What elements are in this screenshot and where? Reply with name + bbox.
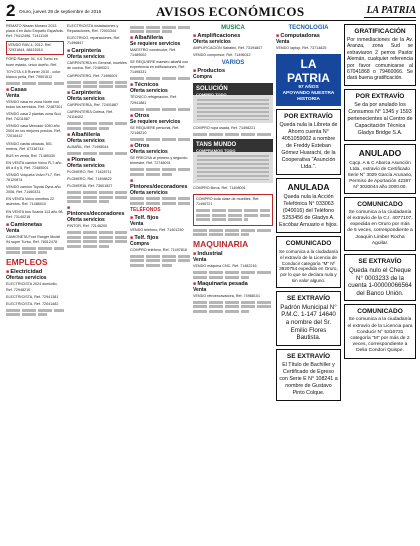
section-label: ■ Telf. fijos [130,214,159,221]
section-label: ■ Productos [193,68,226,75]
section-sub: Oferta servicios [67,54,105,61]
arrow-icon: ■ [67,157,72,164]
classified-ad: VENDO casa Mercado 1050 año 2004 en los mejores precios, Ref. 72016412 [6,124,61,139]
category-heading: TECNOLOGÍA [288,25,329,31]
notice-body: Cqcp. A & C Abarca Asunción Ltda., extravío de Certificado Serie N° 3029 García Arunario, Permiso de Aportación 42387 Nº 3020044 año 2000.00. [347,159,413,189]
classified-ad: PLOMERÍA, Ref. 73601827 [67,184,113,189]
column-6 [344,24,416,542]
classified-ad: COMPRO teléfono, Ref. 71497818 [130,247,187,252]
section-label: ■ Telf. fijos [130,234,159,241]
notice-body: Por inmediaciones de la Av. Aranza, zona Sud se extraviaron 2 perros Pastor Alemán, cualquier referencia por favor comunicarse al 67041868 o 79460066. Se dará buena gratificación. [347,37,413,82]
text-filler [130,197,190,200]
notice-title: ANULADA [287,182,330,193]
notice-title: SE EXTRAVÍO [286,294,331,302]
classified-ad: TOYOTA 4.5 Runner 2010 - color blanco perla, Ref. 79501512 [6,69,61,79]
text-filler [67,127,109,130]
section-sub: Oferta servicios [193,39,231,45]
section-label: ■ Carpintería [67,48,101,55]
classified-ad: ELECTRICISTA 2024 domicilio, Ref. 72948210 [6,282,58,292]
classified-ad: VENDO máquina CNC, Ref. 71482216 [193,264,257,269]
arrow-icon: ■ [67,90,72,97]
text-filler [67,245,109,248]
display-ad-title: TANS MUNDO [196,142,237,149]
classified-ad: VENDO casa 2 plantas zona Sud, Ref. 74211587 [6,112,62,122]
arrow-icon: ■ [67,131,72,138]
display-ad [193,83,273,123]
text-filler [130,259,190,262]
classified-ad: VENDO teléfono, Ref. 71401230 [130,227,184,232]
promo-line: HISTORIA [297,97,320,103]
text-filler [67,81,127,84]
section-sub: Oferta servicios [67,217,105,224]
classified-ad: VENDO Volqueta Volvo FL7, Ref. 76120874 [6,172,61,183]
classified-ad: ALBAÑIL, Ref. 71498044 [67,144,109,149]
arrow-icon: ■ [193,68,198,75]
arrow-icon: ■ [130,214,135,221]
notice-title: COMUNICADO [357,200,403,208]
arrow-icon: ■ [67,48,72,55]
notice-body: Queda nula la Libreta de Ahorro cuenta N° 4051059002 a nombre de Freddy Esteban Gómez Huarachi, de la Cooperativa "Asunción Ltda.". [279,122,338,171]
notice-title: SE EXTRAVÍO [286,352,331,360]
column-3 [130,24,190,542]
promo-line: 97 AÑOS [298,85,319,91]
text-filler [196,218,248,221]
classified-ad: REMATO Nissan Murano 2013 placa 4 en Auto Empaño Española. Ref. 79412496, 71411149 [6,24,64,39]
classified-ad: CARPINTERÍA en General, muebles de cocina, Ref. 72489321 [67,61,127,71]
promo-line: APOYANDO NUESTRA [282,91,335,97]
text-filler [193,271,273,274]
classified-ad-highlighted: VENDO RAV-4, 2012. Ref. 72931844, 68415010 [6,41,64,55]
page-header [6,3,416,21]
text-filler [130,173,172,176]
classified-ad: MAESTRO constructor, Ref. 71489002 [130,48,177,58]
classified-ad: VENDO camión Toyota Dyna año 2008, Ref. 71460331 [6,185,61,195]
classified-ad: COMPRO toda clase de muebles, Ref. 71496721 [196,197,260,207]
section-label: ■ Computadoras [276,33,320,39]
classified-ad: PINTOR, Ref. 72148200 [67,224,108,229]
text-filler [6,82,64,85]
notice-body: Se comunica a la ciudadanía el extravío de la Licencia de Conducir categoría "M" Nº 3920754 expedida en Oruro, por lo que se declara nula y sin valor alguno. [279,249,338,284]
text-filler [193,301,273,304]
text-filler [193,310,249,313]
text-filler [130,138,190,141]
classified-ad: EN VENTA bus Scania 113 año 98, Ref. 73140218 [6,209,64,219]
text-filler [67,122,127,125]
text-filler [6,309,64,312]
section-label: ■ Albañilería [67,131,101,138]
arrow-icon: ■ [130,82,135,89]
section-label: ■ Otros [130,112,150,119]
classified-ad: TÉCNICO refrigeración, Ref. 72941881 [130,95,177,105]
notice-body: Queda nulo el Cheque N° 0003233 de la cuenta 1-00000066564 del Banco Unión. [348,267,412,297]
text-filler [6,247,64,250]
notice-box [276,236,341,288]
page-number: 2 [6,1,16,20]
arrow-icon: ■ [130,142,135,149]
display-ad-title: SOLUCIÓN [196,86,228,93]
notice-body: Se comunica a la ciudadanía el extravío de la Licencia para Conducir N° 5316731 categoría "M" por más de 2 veces, correspondiente a Delia Condori Quispe. [347,317,413,354]
section-title: AVISOS ECONÓMICOS [156,4,305,19]
arrow-icon: ■ [276,33,281,39]
notice-title: COMUNICADO [357,308,403,316]
arrow-icon: ■ [130,35,135,41]
notice-box [344,89,416,141]
text-filler [130,77,190,80]
section-sub: Oferta servicios [67,137,105,144]
brand-underline [364,17,416,18]
notice-title: POR EXTRAVÍO [284,113,333,121]
arrow-icon: ■ [130,112,135,119]
section-label: ■ Industrial [193,251,223,258]
text-filler [193,276,249,279]
arrow-icon: ■ [193,280,198,287]
text-filler [130,26,190,29]
arrow-icon: ■ [6,86,11,93]
section-sub: Oferta servicios [130,189,168,196]
section-sub: Compra [130,240,149,247]
classified-ad: ELECTRICISTA, Ref. 72041482 [6,301,59,306]
category-heading: MAQUINARIA [193,239,249,250]
display-ad [193,139,273,183]
notice-title: POR EXTRAVÍO [355,92,405,100]
text-filler [67,200,109,203]
text-filler [67,240,127,243]
section-sub: Venta [6,227,20,234]
text-filler [130,264,172,267]
arrow-icon: ■ [130,234,135,241]
text-filler [193,305,273,308]
promo-banner [276,54,341,106]
notice-title: SE EXTRAVÍO [358,258,402,266]
boxed-ad [193,194,273,225]
notice-body: Se comunica a la ciudadanía el extravío de la C.I. 4077107, expedida en Oruro por más de 5 veces, correspondiente a Joaquín Limber Rocha Aguilar. [347,209,413,246]
notice-box [276,178,341,233]
classified-ad: PLOMERO, Ref. 71498822 [67,177,112,182]
section-label: ■ Otros [130,142,150,149]
category-heading: EMPLEOS [6,257,48,268]
section-sub: Venta [130,220,144,227]
section-sub: Ofertas servicios [6,275,47,282]
section-sub: Venta [193,257,207,264]
classified-ad: BUS en venta, Ref. 71489330 [6,153,55,158]
text-filler [67,191,127,194]
section-sub: Oferta servicios [130,148,168,155]
classified-ad: AMPLIFICACIÓN Sabatini, Ref. 73194847 [193,46,263,50]
section-label: ■ Amplificaciones [193,33,241,39]
notice-body: Queda nula la Acción Telefónica N° 033063 (040016) del Teléfono 5253456 de Gladys A. Escóbar Arnuario e hijos. [279,194,338,229]
text-filler [193,233,249,236]
arrow-icon: ■ [6,221,11,228]
notice-box [344,304,416,358]
classified-ad: SE PRECISA al primero y segundo trimestre, Ref. 72748091 [130,155,188,165]
classified-ad: EN VENTA camión Volvo FL7 año 89 a 8 y 5, Ref. 72485001 [6,160,62,170]
section-label: ■ Casas [6,86,27,93]
display-ad-sub: COMPRO TODO [196,92,227,98]
text-filler [67,236,127,239]
arrow-icon: ■ [193,33,198,39]
classified-ad: ELECTRICISTA instalaciones y Reparaciones, Ref. 72003344 [67,24,119,34]
section-sub: Compra [193,74,212,81]
text-filler [193,133,273,136]
section-label: ■ Pintores/decoradores [130,177,188,190]
notice-title: COMUNICADO [285,240,332,248]
classified-ad: ELECTRICISTA, Ref. 72941381 [6,294,59,299]
notice-box [276,291,341,346]
notice-box [344,254,416,301]
classified-ad: VENDO casita ubicada, 501 metros, Ref. 67318744 [6,141,52,151]
classified-ad: FORD Ranger 94, V-6 Turbo en buen estado, único dueño, Ref. [6,57,58,67]
text-filler [67,85,127,88]
text-filler [196,209,270,212]
section-label: ■ Carpintería [67,90,101,97]
category-heading: VARIOS [221,60,245,67]
section-sub: Oferta servicios [130,88,168,95]
text-filler [130,30,172,33]
dateline: Oruro, jueves 29 de septiembre de 2016 [19,9,102,14]
section-label: ■ Plomería [67,157,96,164]
notice-box [276,109,341,175]
notice-body: Padrón Municipal N° P.M.C. 1-147 14640 a nombre del Sr. Emilio Flores Bautista. [280,303,337,342]
classified-ad: COMPRO ropa usada, Ref. 71498221 [193,126,256,131]
arrow-icon: ■ [193,251,198,258]
notice-body: Se da por anulado los Consumos N° 1345 y 1593 pertenecientes al Centro de Capacitación Técnica Gladys Bridge S.A. [347,101,413,136]
section-label: ■ Camionetas [6,221,43,228]
notice-box [344,144,416,194]
section-label: ■ Maquinaria pesada [193,280,248,287]
section-sub: Oferta servicios [67,96,105,103]
notice-title: ANULADO [358,147,402,158]
text-filler [130,202,190,205]
text-filler [67,196,127,199]
text-filler [130,255,190,258]
column-1 [6,24,64,542]
classified-ad: VENDO laptop, Ref. 73714825 [276,46,327,50]
column-2 [67,24,127,542]
section-sub: Oferta servicios [67,163,105,170]
notice-box [276,349,341,401]
text-filler [6,251,47,254]
section-label: ■ Albañilería [130,35,164,41]
text-filler [67,231,127,234]
notice-box [344,24,416,86]
arrow-icon: ■ [67,205,71,212]
column-4 [193,24,273,542]
classified-ad: PLOMERO, Ref. 71428711 [67,170,112,175]
classified-ad: SE REQUIERE personal, Ref. 72148210 [130,125,180,135]
classified-ad: VENDO compresor, Ref. 71496012 [193,53,251,58]
classified-ad: EN VENTA Volvo ómnibus 22 asientos, Ref. 71486010 [6,197,55,207]
section-label: ■ Pintores/decoradores [67,205,125,218]
text-filler [130,108,190,111]
section-sub: Venta [276,39,290,45]
section-sub: Se requiere servicios [130,41,181,47]
section-sub: Venta [6,92,20,99]
text-filler [6,313,47,316]
classified-ad: SE REQUIERE maestro albañil con experiencia en edificaciones, Ref. 71498331 [130,60,189,75]
text-filler [193,229,273,232]
text-filler [130,168,190,171]
promo-title: LA PATRIA [287,57,330,86]
section-sub: Venta [193,286,207,293]
category-heading: MÚSICA [221,25,245,31]
classified-ad: CARPINTERÍA, Ref. 72401887 [67,103,119,108]
category-heading: TELÉFONOS [130,206,161,213]
section-label: ■ Técnicos [130,82,159,89]
arrow-icon: ■ [130,177,134,184]
newspaper-brand: LA PATRIA [366,5,416,16]
classified-ad: ELECTRICO, reparaciones, Ref. 71496847 [67,36,121,46]
text-filler [67,152,127,155]
arrow-icon: ■ [6,269,11,276]
classified-ad: CARPINTERO, Ref. 71496001 [67,73,118,78]
notice-body: El Título de Bachiller y Certificado de Egreso con Serie E N° 108241 a nombre de Gustavo Pinto Colque. [279,361,338,396]
classified-ad: CAMIONETA Ford Ranger Model 94 super Turbo, Ref. 76012478 [6,234,61,244]
notice-title: GRATIFICACIÓN [354,28,406,35]
classified-ad: VENDO casa en zona Norte con todos los servicios, Ref. 72487301 [6,99,63,109]
column-5 [276,24,341,542]
display-ad-sub: COMPRAMOS TODO [196,148,236,154]
classified-ad: COMPRO libros, Ref. 71498001 [193,186,246,191]
text-filler [196,214,270,217]
section-label: ■ Electricidad [6,269,43,276]
notice-box [344,197,416,251]
classified-ad: CARPINTERÍA Cofeca, Ref. 74116402 [67,110,114,120]
classified-ad: VENDO retroexcavadora, Ref. 74988101 [193,293,261,298]
section-sub: Se requiere servicios [130,118,181,125]
